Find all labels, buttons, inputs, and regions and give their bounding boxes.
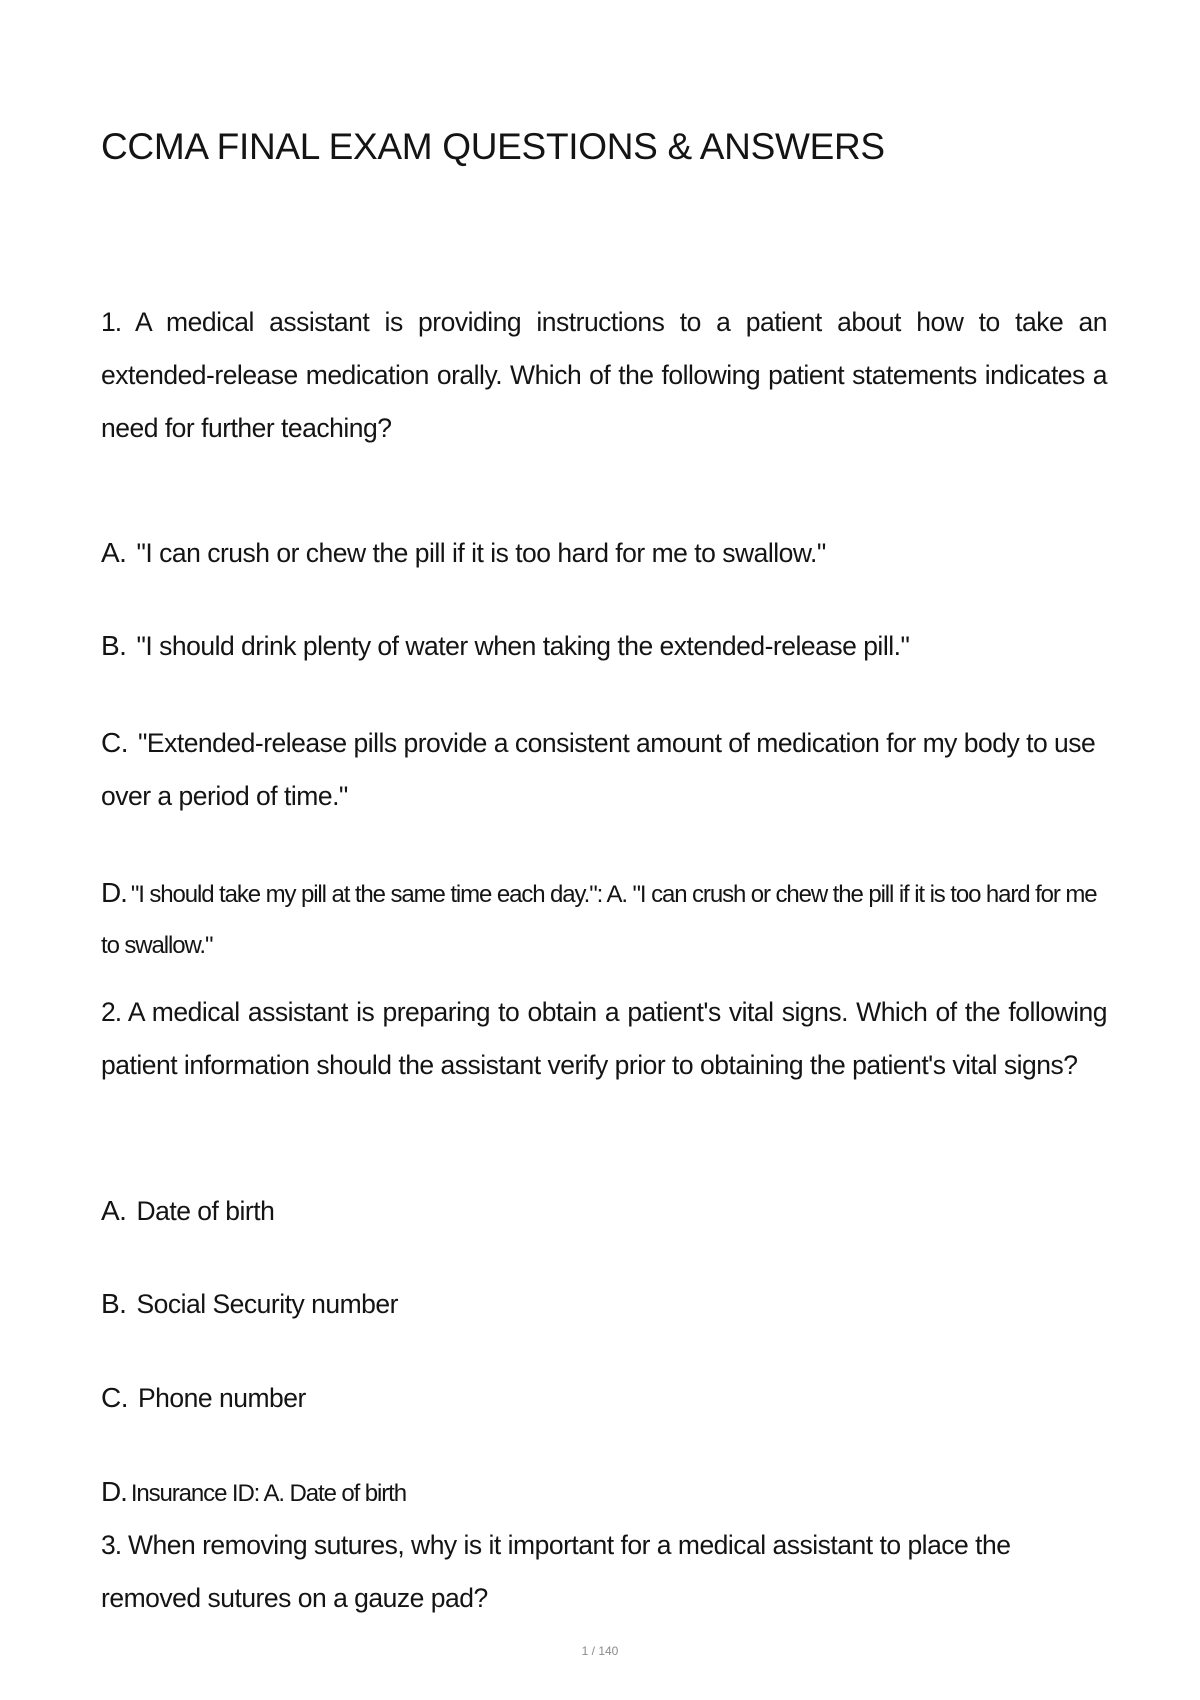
option-letter: A. <box>101 1195 127 1226</box>
option-letter: C. <box>101 1382 128 1413</box>
option-text: "I should take my pill at the same time each day.": A. "I can crush or chew the pill if it is too hard for me to swallow." <box>101 881 1097 959</box>
option-text: "I should drink plenty of water when taking the extended-release pill." <box>136 631 910 661</box>
page-title: CCMA FINAL EXAM QUESTIONS & ANSWERS <box>101 126 885 167</box>
question-number: 2. <box>101 997 122 1027</box>
question-text: A medical assistant is providing instructions to a patient about how to take an extended-release medication orally. Which of the following patient statements indicates a need for further teaching? <box>101 307 1107 443</box>
option-letter: A. <box>101 537 127 568</box>
question-1 <box>101 296 1107 455</box>
question-2-option-a <box>101 1184 1107 1238</box>
question-2-option-d <box>101 1465 1107 1520</box>
question-2-option-b <box>101 1277 1107 1331</box>
option-text: Date of birth <box>136 1196 275 1226</box>
question-1-option-c <box>101 716 1107 823</box>
question-text: A medical assistant is preparing to obtain a patient's vital signs. Which of the following patient information should the assistant verify prior to obtaining the patient's vital signs? <box>101 997 1108 1080</box>
option-text: "Extended-release pills provide a consistent amount of medication for my body to use over a period of time." <box>101 728 1096 811</box>
option-letter: D. <box>101 1476 127 1507</box>
question-2 <box>101 986 1107 1092</box>
option-text: Phone number <box>138 1383 306 1413</box>
question-1-option-a <box>101 526 1107 580</box>
question-1-option-d <box>101 867 1107 971</box>
option-text: Insurance ID: A. Date of birth <box>130 1480 406 1507</box>
question-number: 3. <box>101 1530 122 1560</box>
question-1-option-b <box>101 619 1107 673</box>
question-2-option-c <box>101 1371 1107 1425</box>
option-letter: D. <box>101 877 127 908</box>
question-3 <box>101 1519 1061 1625</box>
option-text: "I can crush or chew the pill if it is too hard for me to swallow." <box>136 538 826 568</box>
page-indicator: 1 / 140 <box>581 1644 619 1658</box>
option-letter: C. <box>101 727 128 758</box>
option-letter: B. <box>101 630 127 661</box>
question-text: When removing sutures, why is it important for a medical assistant to place the removed sutures on a gauze pad? <box>101 1530 1011 1613</box>
option-text: Social Security number <box>136 1289 398 1319</box>
option-letter: B. <box>101 1288 127 1319</box>
question-number: 1. <box>101 307 122 337</box>
